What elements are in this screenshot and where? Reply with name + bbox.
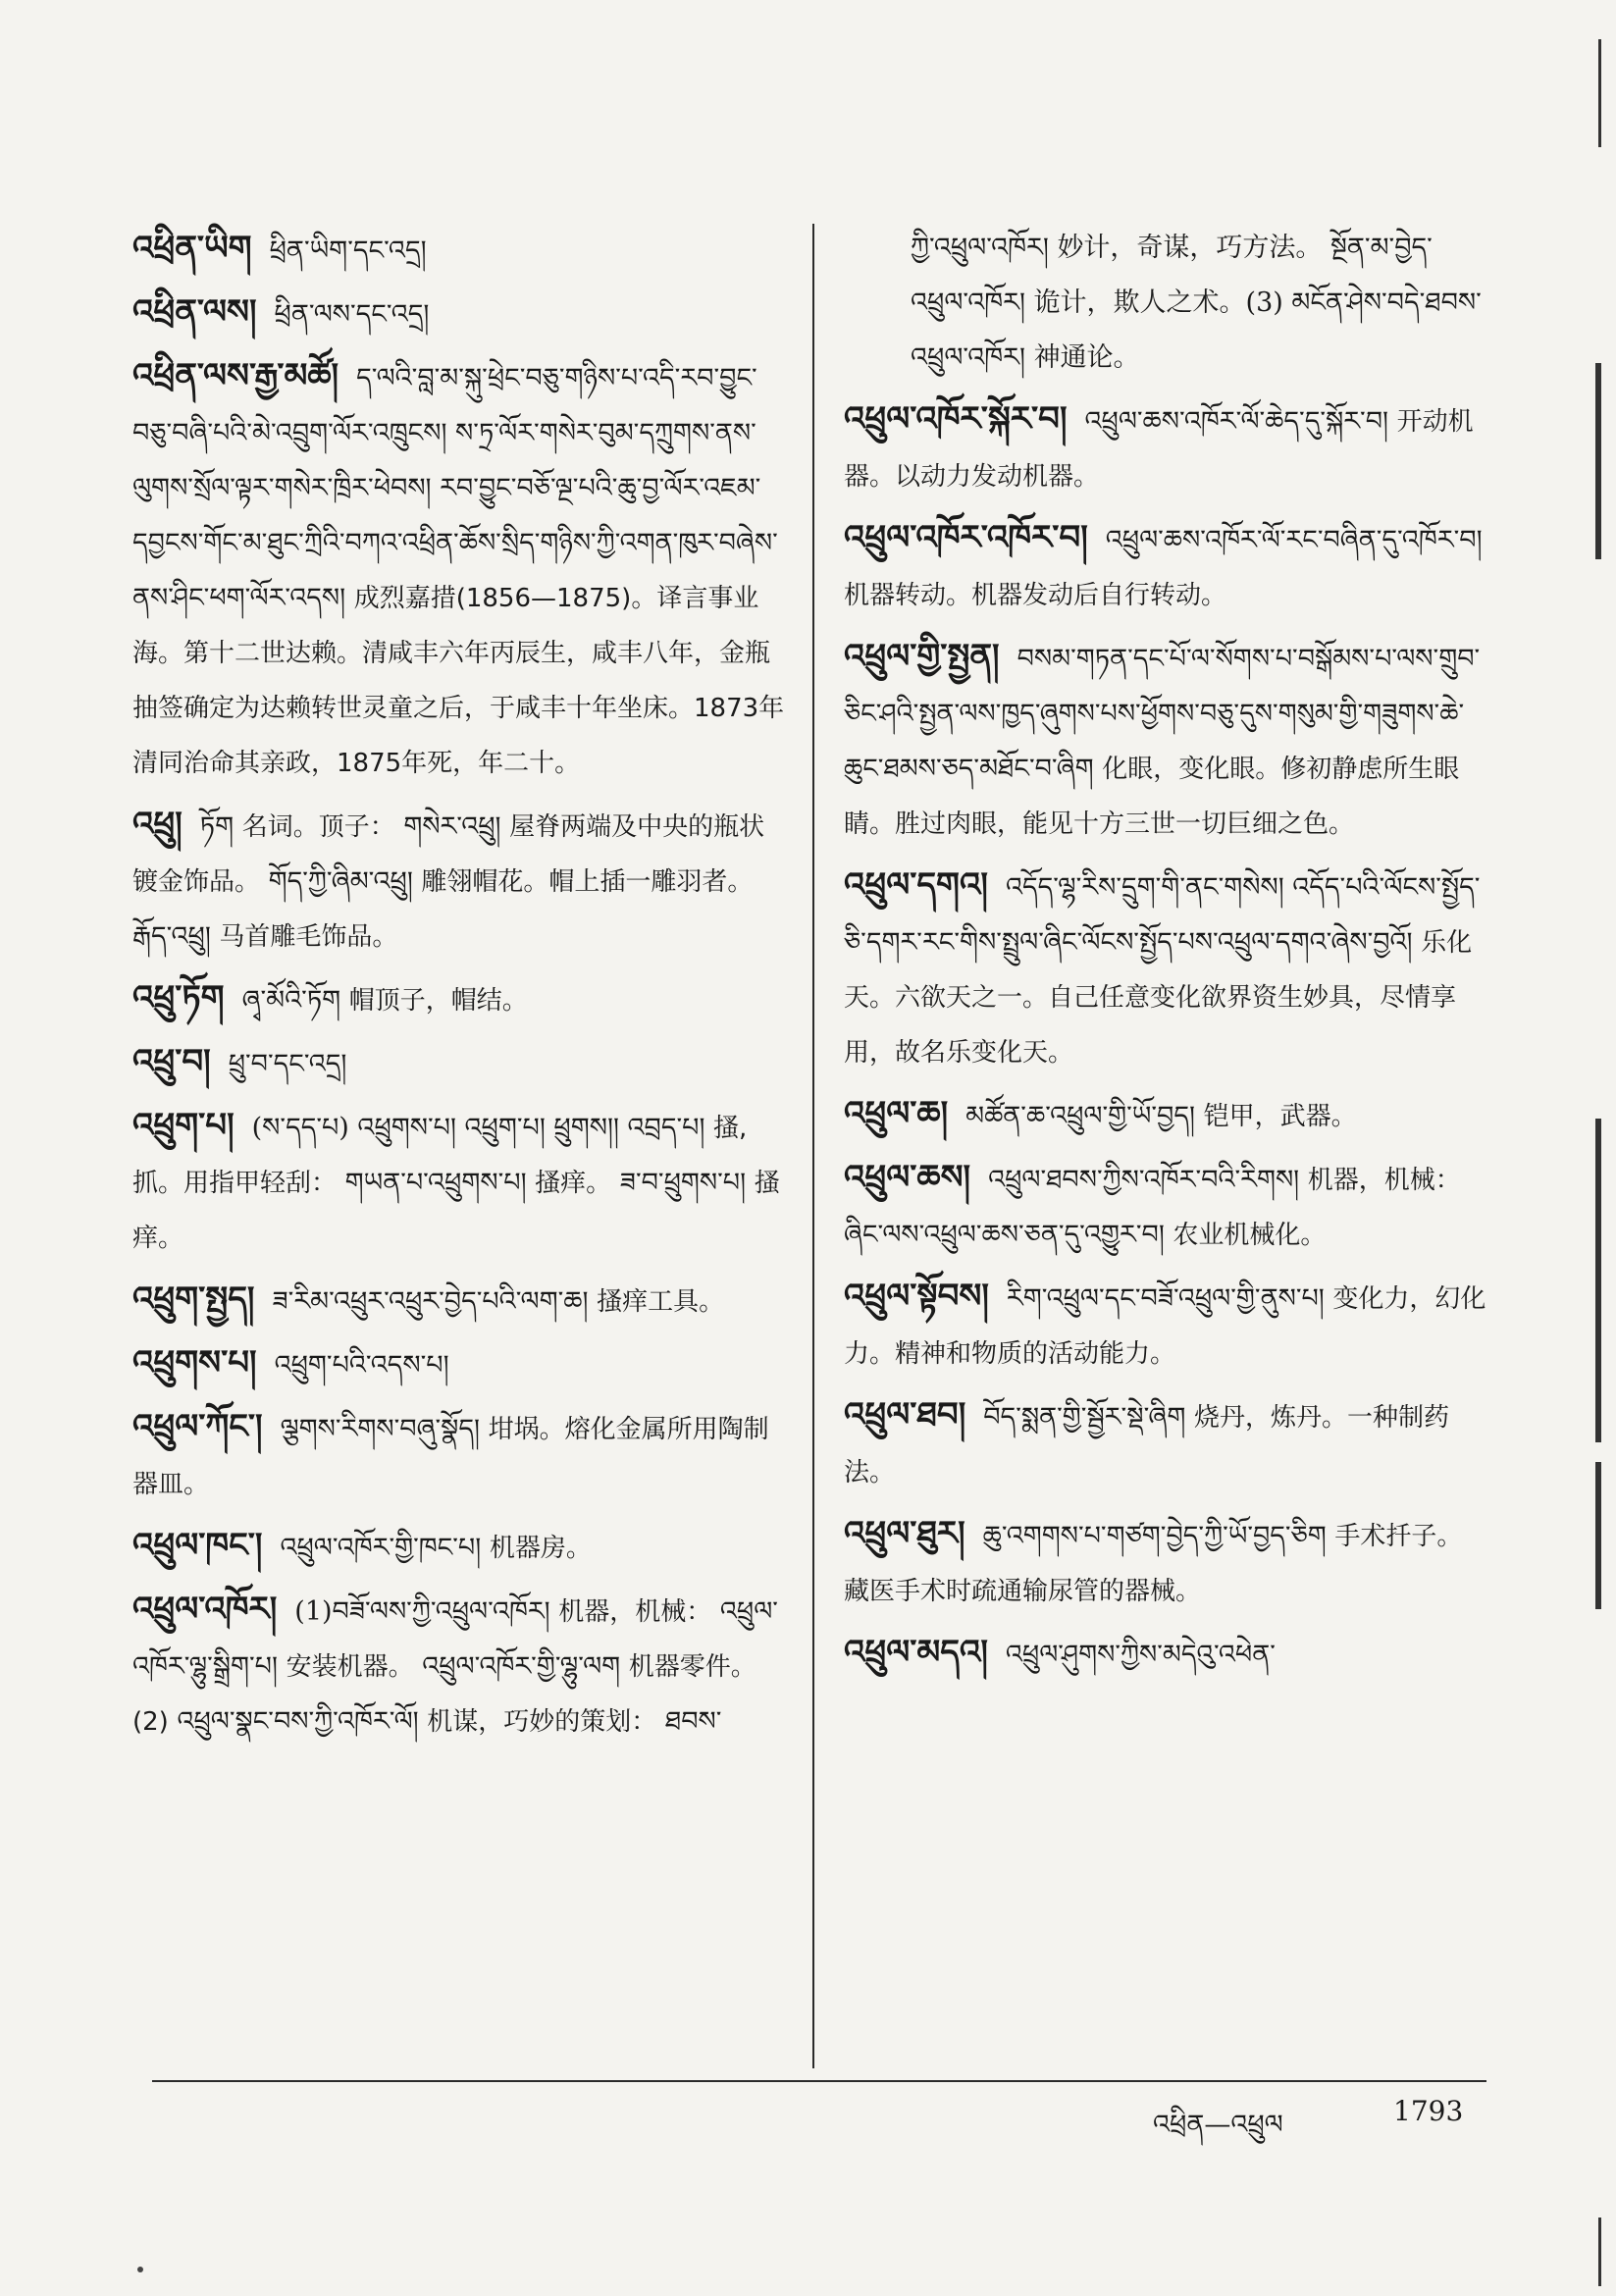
chinese-gloss: 帽顶子，帽结。 xyxy=(348,986,528,1016)
headword: འཕྲུལ་ཐབ། xyxy=(844,1395,966,1435)
definition: ཆུ་འགགས་པ་གཙག་བྱེད་ཀྱི་ཡོ་བྱད་ཅིག xyxy=(982,1521,1327,1551)
definition: ཕྲིན་ལས་དང་འདྲ། xyxy=(274,299,430,330)
definition: འཕྲུལ་ཆས་འཁོར་ལོ་རང་བཞིན་དུ་འཁོར་བ། xyxy=(1105,525,1483,555)
definition: བསམ་གཏན་དང་པོ་ལ་སོགས་པ་བསྒོམས་པ་ལས་གྲུབ་ཅིང་ཤའི་སྤྱན་ལས་ཁྱད་ཞུགས་པས་ཕྱོགས་བཅུ་དུས་གསུམ་གྱི་གཟུགས་ཆེ་ཆུང་ཐམས་ཅད་མཐོང་བ་ཞིག xyxy=(844,644,1481,784)
definition: མཚོན་ཆ་འཕྲུལ་གྱི་ཡོ་བྱད། xyxy=(965,1101,1195,1131)
example-tibetan: ཟ་བ་ཕྲུགས་པ། xyxy=(619,1168,747,1198)
example-tibetan: གཡན་པ་འཕྲུགས་པ། xyxy=(344,1168,527,1198)
chinese-gloss: 成烈嘉措(1856—1875)。译言事业海。第十二世达赖。清咸丰六年丙辰生，咸丰八年，金瓶抽签确定为达赖转世灵童之后，于咸丰十年坐床。1873年清同治命其亲政，1875年死，年二十。 xyxy=(132,584,785,778)
chinese-gloss: 搔痒。 xyxy=(535,1169,612,1198)
example-tibetan: གསེར་འཕྲུ། xyxy=(403,811,501,842)
headword: འཕྲུ། xyxy=(132,805,182,844)
definition: འཕྲུལ་ཆས་འཁོར་ལོ་ཆེད་དུ་སྐོར་བ། xyxy=(1084,406,1389,437)
definition: འཕྲུལ་ཐབས་ཀྱིས་འཁོར་བའི་རིགས། xyxy=(988,1165,1300,1195)
chinese-gloss: 名词。顶子： xyxy=(241,812,395,842)
headword: འཕྲུལ་མདའ། xyxy=(844,1633,988,1672)
example-tibetan: ཐབས་ xyxy=(664,1706,722,1737)
chinese-gloss: 屋脊两端及中央的瓶状镀金饰品。 xyxy=(132,812,765,897)
column-divider xyxy=(812,224,814,2068)
dict-entry xyxy=(844,510,1486,623)
dict-entry xyxy=(844,391,1486,504)
dict-entry xyxy=(132,1034,790,1092)
chinese-gloss: 雕翎帽花。帽上插一雕羽者。 xyxy=(421,867,754,897)
headword: འཕྲུལ་འཁོར་སྐོར་བ། xyxy=(844,399,1068,439)
chinese-gloss: 变化力，幻化力。精神和物质的活动能力。 xyxy=(844,1284,1486,1369)
headword: འཕྲུལ་ཆ། xyxy=(844,1094,949,1133)
headword: འཕྲིན་ཡིག xyxy=(132,229,252,268)
definition: འདོད་ལྷ་རིས་དྲུག་གི་ནང་གསེས། འདོད་པའི་ལོངས་སྤྱོད་ཅི་དགར་རང་གིས་སྤྲུལ་ཞིང་ལོངས་སྤྱོད་པས་འཕྲུལ་དགའ་ཞེས་བྱའོ། xyxy=(844,872,1481,958)
chinese-gloss: 机器转动。机器发动后自行转动。 xyxy=(844,581,1227,610)
chinese-gloss: 神通论。 xyxy=(1033,342,1140,373)
dict-entry xyxy=(132,285,790,342)
chinese-gloss: 乐化天。六欲天之一。自己任意变化欲界资生妙具，尽情享用，故名乐变化天。 xyxy=(844,928,1473,1068)
headword: འཕྲུལ་སྟོབས། xyxy=(844,1277,989,1316)
headword: འཕྲིན་ལས་རྒྱ་མཚོ། xyxy=(132,356,339,395)
definition: འཕྲུག་པའི་འདས་པ། xyxy=(274,1350,449,1381)
dict-entry xyxy=(844,1387,1486,1500)
dict-entry xyxy=(844,629,1486,852)
example-tibetan: སྔོན་མ་བྱེད་འཕྲུལ་འཁོར། xyxy=(911,233,1433,318)
chinese-gloss: 开动机器。以动力发动机器。 xyxy=(844,407,1474,492)
headword: འཕྲུག་སྤྱད། xyxy=(132,1279,255,1319)
dict-entry xyxy=(844,858,1486,1080)
left-column xyxy=(132,221,790,1755)
dict-entry xyxy=(132,797,790,965)
headword: འཕྲུལ་དགའ། xyxy=(844,865,988,905)
definition: (1)བཟོ་ལས་ཀྱི་འཕྲུལ་འཁོར། xyxy=(294,1596,550,1627)
definition: ཕྲིན་ཡིག་དང་འདྲ། xyxy=(269,235,427,266)
example-tibetan: ཀྱི་འཕྲུལ་འཁོར། xyxy=(911,233,1049,263)
example-tibetan: འཕྲུལ་སྣང་བས་ཀྱི་འཁོར་ལོ། xyxy=(177,1706,419,1737)
continued-entry xyxy=(844,221,1486,386)
example-tibetan: འཕྲུལ་འཁོར་གྱི་ལྷུ་ལག xyxy=(422,1651,621,1682)
chinese-gloss: 化眼，变化眼。修初静虑所生眼睛。胜过肉眼，能见十方三世一切巨细之色。 xyxy=(844,755,1460,839)
dict-entry xyxy=(132,221,790,279)
headword: འཕྲུལ་འཁོར་འཁོར་བ། xyxy=(844,518,1088,557)
definition: བོད་སྨན་གྱི་སྦྱོར་སྡེ་ཞིག xyxy=(983,1402,1186,1433)
example-tibetan: འཕྲུལ་འཁོར་ལྷུ་སྒྲིག་པ། xyxy=(132,1596,778,1682)
definition: འཕྲུལ་ཤུགས་ཀྱིས་མདེའུ་འཕེན་ xyxy=(1005,1640,1276,1670)
example-tibetan: གོད་ཀྱི་ཞིམ་འཕྲུ། xyxy=(268,866,413,897)
definition: འཕྲུལ་འཁོར་གྱི་ཁང་པ། xyxy=(280,1533,482,1563)
chinese-gloss: 搔,抓。用指甲轻刮： xyxy=(132,1114,748,1198)
chinese-gloss: 坩埚。熔化金属所用陶制器皿。 xyxy=(132,1415,769,1499)
definition: ཏོག xyxy=(199,811,235,842)
chinese-gloss: 烧丹，炼丹。一种制药法。 xyxy=(844,1403,1449,1487)
chinese-gloss: 机器，机械： xyxy=(558,1597,712,1627)
chinese-gloss: 铠甲，武器。 xyxy=(1203,1102,1357,1131)
dict-entry xyxy=(132,1518,790,1576)
example-tibetan: རྒོད་འཕྲུ། xyxy=(132,921,211,952)
dict-entry xyxy=(132,1335,790,1393)
example-tibetan: མངོན་ཤེས་བདེ་ཐབས་འཕྲུལ་འཁོར། xyxy=(911,287,1482,373)
headword: འཕྲུལ་ཀོང་། xyxy=(132,1407,263,1446)
definition: ཞྭ་མོའི་ཏོག xyxy=(241,985,341,1016)
chinese-gloss: 搔痒。 xyxy=(132,1169,780,1253)
headword: འཕྲུ་བ། xyxy=(132,1042,211,1081)
scan-speck xyxy=(137,2267,143,2272)
right-column xyxy=(844,221,1486,1689)
definition: ཕྲུ་བ་དང་འདྲ། xyxy=(228,1049,347,1079)
chinese-gloss: 诡计，欺人之术。(3) xyxy=(1033,287,1283,318)
headword: འཕྲུ་ཏོག xyxy=(132,978,225,1018)
chinese-gloss: 机谋，巧妙的策划： xyxy=(427,1707,657,1737)
chinese-gloss: 搔痒工具。 xyxy=(597,1287,725,1317)
chinese-gloss: 安装机器。 xyxy=(286,1652,414,1682)
dict-entry xyxy=(844,1506,1486,1619)
dict-entry xyxy=(844,1269,1486,1382)
chinese-gloss: 妙计，奇谋，巧方法。 xyxy=(1057,233,1323,263)
chinese-gloss: 农业机械化。 xyxy=(1173,1221,1327,1250)
dict-entry xyxy=(132,1098,790,1266)
definition: ད་ལའི་བླ་མ་སྐུ་ཕྲེང་བཅུ་གཉིས་པ་འདི་རབ་བྱུང་བཅུ་བཞི་པའི་མེ་འབྲུག་ལོར་འཁྲུངས། ས་ཏྲ་ལོར་གསེར་བུམ་དཀྲུགས་ནས་ལུགས་སྲོལ་ལྟར་གསེར་ཁྲིར་ཕེབས། རབ་བྱུང་བཅོ་ལྔ་པའི་ཆུ་བྱ་ལོར་འཇམ་དབྱངས་གོང་མ་ཐུང་ཀྲིའི་བཀའ་འཕྲིན་ཆོས་སྲིད་གཉིས་ཀྱི་འགན་ཁུར་བཞེས་ནས་ཤིང་ཕག་ལོར་འདས། xyxy=(132,363,778,613)
headword: འཕྲིན་ལས། xyxy=(132,292,257,332)
chinese-gloss: 机器房。 xyxy=(489,1534,592,1563)
scan-edge-marks xyxy=(1580,39,1601,2296)
dict-entry xyxy=(844,1086,1486,1144)
dict-entry xyxy=(132,1399,790,1512)
headword: འཕྲུལ་གྱི་སྤྱན། xyxy=(844,637,1000,676)
headword: འཕྲུགས་པ། xyxy=(132,1343,257,1383)
dict-entry xyxy=(132,1582,790,1749)
definition: རིག་འཕྲུལ་དང་བཟོ་འཕྲུལ་གྱི་ནུས་པ། xyxy=(1006,1283,1325,1314)
headword: འཕྲུག་པ། xyxy=(132,1106,235,1145)
headword: འཕྲུལ་ཐུར། xyxy=(844,1514,965,1553)
headword: འཕྲུལ་ཆས། xyxy=(844,1158,971,1197)
page-number: 1793 xyxy=(1393,2095,1464,2127)
chinese-gloss: 马首雕毛饰品。 xyxy=(219,922,398,952)
chinese-gloss: 机器零件。(2) xyxy=(132,1652,756,1737)
footer-range: འཕྲིན—འཕྲུལ xyxy=(1153,2110,1283,2140)
example-tibetan: ཞིང་ལས་འཕྲུལ་ཆས་ཅན་དུ་འགྱུར་བ། xyxy=(844,1220,1165,1250)
definition: (ས་དད་པ) འཕྲུགས་པ། འཕྲུག་པ། ཕྲུགས།། འབྲད་པ། xyxy=(251,1113,705,1143)
dict-entry xyxy=(132,1272,790,1330)
chinese-gloss: 机器，机械： xyxy=(1307,1166,1461,1195)
definition: ལྕགས་རིགས་བཞུ་སྣོད། xyxy=(280,1414,481,1444)
dict-entry xyxy=(132,970,790,1028)
chinese-gloss: 手术扦子。藏医手术时疏通输尿管的器械。 xyxy=(844,1522,1463,1606)
headword: འཕྲུལ་འཁོར། xyxy=(132,1590,278,1629)
footer-rule xyxy=(152,2080,1486,2082)
dict-entry xyxy=(844,1150,1486,1263)
headword: འཕྲུལ་ཁང་། xyxy=(132,1526,263,1565)
dict-entry xyxy=(844,1625,1486,1683)
definition: ཟ་རིམ་འཕྲུར་འཕྲུར་བྱེད་པའི་ལག་ཆ། xyxy=(272,1286,589,1317)
dict-entry xyxy=(132,348,790,791)
